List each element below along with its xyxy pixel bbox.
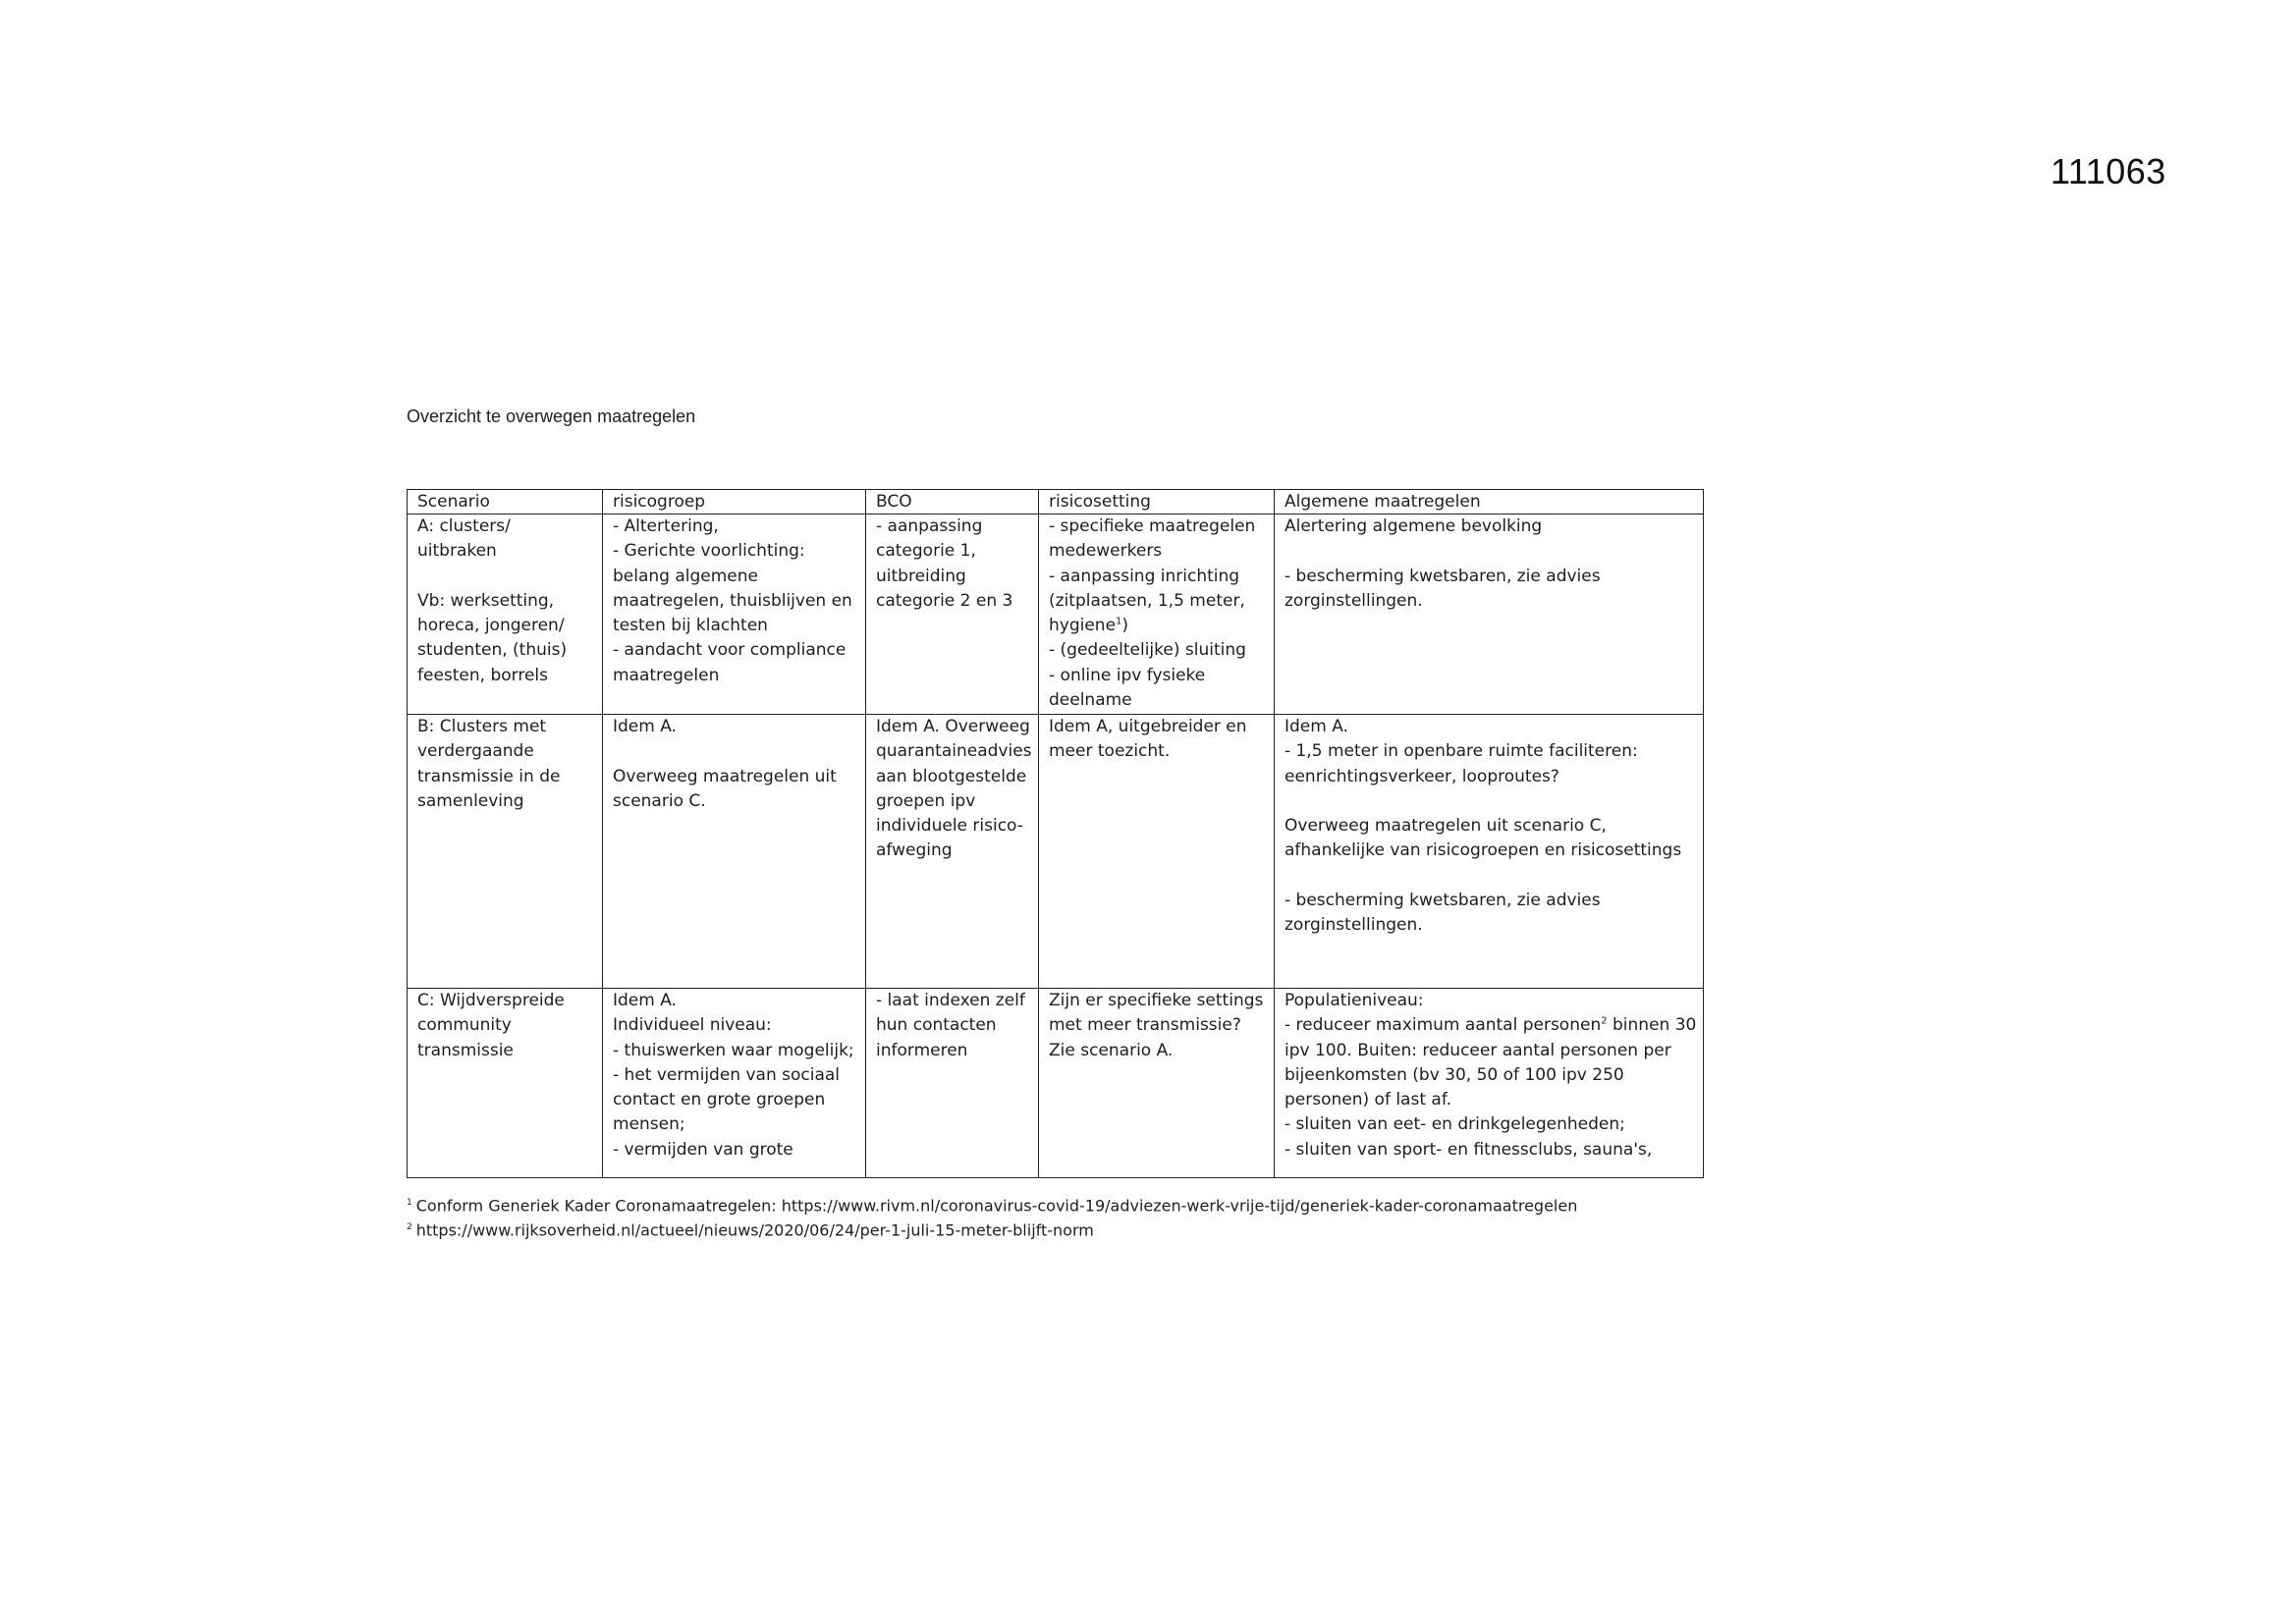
cell-risicogroep	[603, 989, 866, 1178]
cell-text: binnen 30	[1607, 1015, 1697, 1036]
cell-risicosetting	[1039, 989, 1275, 1178]
cell-text: - (gedeeltelijke) sluiting	[1049, 640, 1246, 661]
cell-text: maatregelen	[613, 665, 720, 685]
cell-text: - thuiswerken waar mogelijk;	[613, 1040, 854, 1060]
cell-text: )	[1121, 616, 1129, 636]
cell-text: - sluiten van sport- en fitnessclubs, sauna's,	[1285, 1139, 1653, 1160]
cell-text: hygiene	[1049, 616, 1117, 636]
document-number: 111063	[2050, 151, 2166, 191]
document-title: Overzicht te overwegen maatregelen	[407, 406, 696, 426]
cell-text: quarantaineadvies	[876, 741, 1032, 762]
cell-text: Zijn er specifieke settings	[1049, 991, 1264, 1010]
cell-bco	[866, 989, 1039, 1178]
header-risicosetting: risicosetting	[1039, 490, 1275, 514]
footnote-ref: 2	[1601, 1015, 1608, 1027]
cell-text: zorginstellingen.	[1285, 915, 1423, 936]
cell-text: - aanpassing	[876, 516, 983, 536]
cell-text: - aanpassing inrichting	[1049, 566, 1240, 586]
cell-text: maatregelen, thuisblijven en	[613, 590, 852, 611]
cell-bco	[866, 514, 1039, 715]
cell-text: community	[417, 1015, 512, 1036]
cell-text: - laat indexen zelf	[876, 991, 1025, 1010]
cell-text: afweging	[876, 840, 953, 861]
cell-spacer	[1285, 789, 1693, 814]
cell-text: meer toezicht.	[1049, 741, 1171, 762]
cell-text: - Gerichte voorlichting:	[613, 541, 805, 562]
cell-text: transmissie in de	[417, 766, 561, 786]
cell-spacer	[613, 739, 855, 764]
cell-scenario	[408, 715, 603, 989]
footnote-mark: 1	[407, 1198, 412, 1208]
cell-bco	[866, 715, 1039, 989]
table-header-row	[408, 490, 1704, 514]
cell-text: personen) of last af.	[1285, 1090, 1451, 1110]
cell-text: deelname	[1049, 690, 1132, 711]
cell-text: belang algemene	[613, 566, 759, 586]
cell-text: Alertering algemene bevolking	[1285, 516, 1543, 536]
cell-text: bijeenkomsten (bv 30, 50 of 100 ipv 250	[1285, 1064, 1624, 1085]
cell-spacer	[417, 565, 592, 589]
cell-text-with-footnote	[1049, 614, 1264, 638]
cell-text: C: Wijdverspreide	[417, 991, 565, 1010]
cell-text: scenario C.	[613, 790, 706, 811]
cell-text: Overweeg maatregelen uit scenario C,	[1285, 816, 1607, 837]
cell-text: B: Clusters met	[417, 717, 547, 736]
cell-text: Idem A.	[613, 991, 677, 1010]
cell-text: feesten, borrels	[417, 665, 549, 685]
footnote-text: https://www.rijksoverheid.nl/actueel/nieuws/2020/06/24/per-1-juli-15-meter-blijft-norm	[415, 1220, 1094, 1240]
header-risicogroep: risicogroep	[603, 490, 866, 514]
cell-text-with-footnote	[1285, 1013, 1697, 1038]
cell-risicosetting	[1039, 514, 1275, 715]
cell-text: Populatieniveau:	[1285, 991, 1424, 1010]
table-row	[408, 514, 1704, 715]
cell-text: Idem A. Overweeg	[876, 717, 1030, 736]
cell-text: met meer transmissie?	[1049, 1015, 1241, 1036]
cell-text: - het vermijden van sociaal	[613, 1064, 841, 1085]
cell-text: contact en grote groepen	[613, 1090, 826, 1110]
cell-text: zorginstellingen.	[1285, 590, 1423, 611]
cell-text: categorie 2 en 3	[876, 590, 1013, 611]
footnote-text: Conform Generiek Kader Coronamaatregelen: https://www.rivm.nl/coronavirus-covid-19/adviezen-werk-vrije-tijd/generiek-kader-coronamaatregelen	[415, 1196, 1578, 1216]
cell-text: categorie 1,	[876, 541, 976, 562]
cell-spacer	[1285, 539, 1693, 564]
cell-text: eenrichtingsverkeer, looproutes?	[1285, 766, 1559, 786]
cell-algemene-maatregelen	[1275, 715, 1704, 989]
cell-text: uitbreiding	[876, 566, 966, 586]
cell-text: individuele risico-	[876, 816, 1023, 837]
cell-text: studenten, (thuis)	[417, 640, 568, 661]
cell-text: horeca, jongeren/	[417, 616, 565, 636]
cell-text: Overweeg maatregelen uit	[613, 766, 837, 786]
cell-text: - sluiten van eet- en drinkgelegenheden;	[1285, 1114, 1625, 1135]
cell-spacer	[1285, 864, 1693, 889]
cell-text: Individueel niveau:	[613, 1015, 772, 1036]
cell-text: uitbraken	[417, 541, 497, 562]
header-algemene-maatregelen: Algemene maatregelen	[1275, 490, 1704, 514]
cell-text: hun contacten	[876, 1015, 997, 1036]
cell-text: mensen;	[613, 1114, 685, 1135]
cell-text: samenleving	[417, 790, 524, 811]
cell-text: - 1,5 meter in openbare ruimte faciliteren:	[1285, 741, 1638, 762]
cell-text: - aandacht voor compliance	[613, 640, 847, 661]
footnotes	[407, 1192, 1577, 1242]
cell-algemene-maatregelen	[1275, 514, 1704, 715]
cell-risicogroep	[603, 514, 866, 715]
cell-text: (zitplaatsen, 1,5 meter,	[1049, 590, 1245, 611]
cell-scenario	[408, 989, 603, 1178]
cell-risicosetting	[1039, 715, 1275, 989]
cell-text: afhankelijke van risicogroepen en risicosettings	[1285, 840, 1682, 861]
cell-text: - Altertering,	[613, 516, 719, 536]
cell-text: Idem A, uitgebreider en	[1049, 717, 1247, 736]
cell-text: A: clusters/	[417, 516, 511, 536]
cell-text: - bescherming kwetsbaren, zie advies	[1285, 566, 1601, 586]
footnote-item	[407, 1217, 1577, 1241]
cell-text: transmissie	[417, 1040, 514, 1060]
cell-text: groepen ipv	[876, 790, 976, 811]
cell-text: ipv 100. Buiten: reduceer aantal personen per	[1285, 1040, 1671, 1060]
cell-text: testen bij klachten	[613, 616, 768, 636]
cell-text: Idem A.	[1285, 717, 1348, 736]
cell-text: aan blootgestelde	[876, 766, 1027, 786]
table-row	[408, 989, 1704, 1178]
cell-text: informeren	[876, 1040, 968, 1060]
cell-text: medewerkers	[1049, 541, 1163, 562]
cell-text: Vb: werksetting,	[417, 590, 555, 611]
cell-text: - vermijden van grote	[613, 1139, 793, 1160]
footnote-ref: 1	[1116, 616, 1122, 627]
cell-text: verdergaande	[417, 741, 534, 762]
header-bco: BCO	[866, 490, 1039, 514]
header-scenario: Scenario	[408, 490, 603, 514]
cell-text: - bescherming kwetsbaren, zie advies	[1285, 891, 1601, 911]
cell-text: Idem A.	[613, 717, 677, 736]
cell-text: - online ipv fysieke	[1049, 665, 1206, 685]
cell-text: - specifieke maatregelen	[1049, 516, 1256, 536]
measures-table	[407, 489, 1704, 1178]
footnote-mark: 2	[407, 1222, 412, 1233]
cell-text: Zie scenario A.	[1049, 1040, 1174, 1060]
cell-scenario	[408, 514, 603, 715]
footnote-item	[407, 1192, 1577, 1217]
cell-algemene-maatregelen	[1275, 989, 1704, 1178]
cell-risicogroep	[603, 715, 866, 989]
cell-text: - reduceer maximum aantal personen	[1285, 1015, 1602, 1036]
table-row	[408, 715, 1704, 989]
